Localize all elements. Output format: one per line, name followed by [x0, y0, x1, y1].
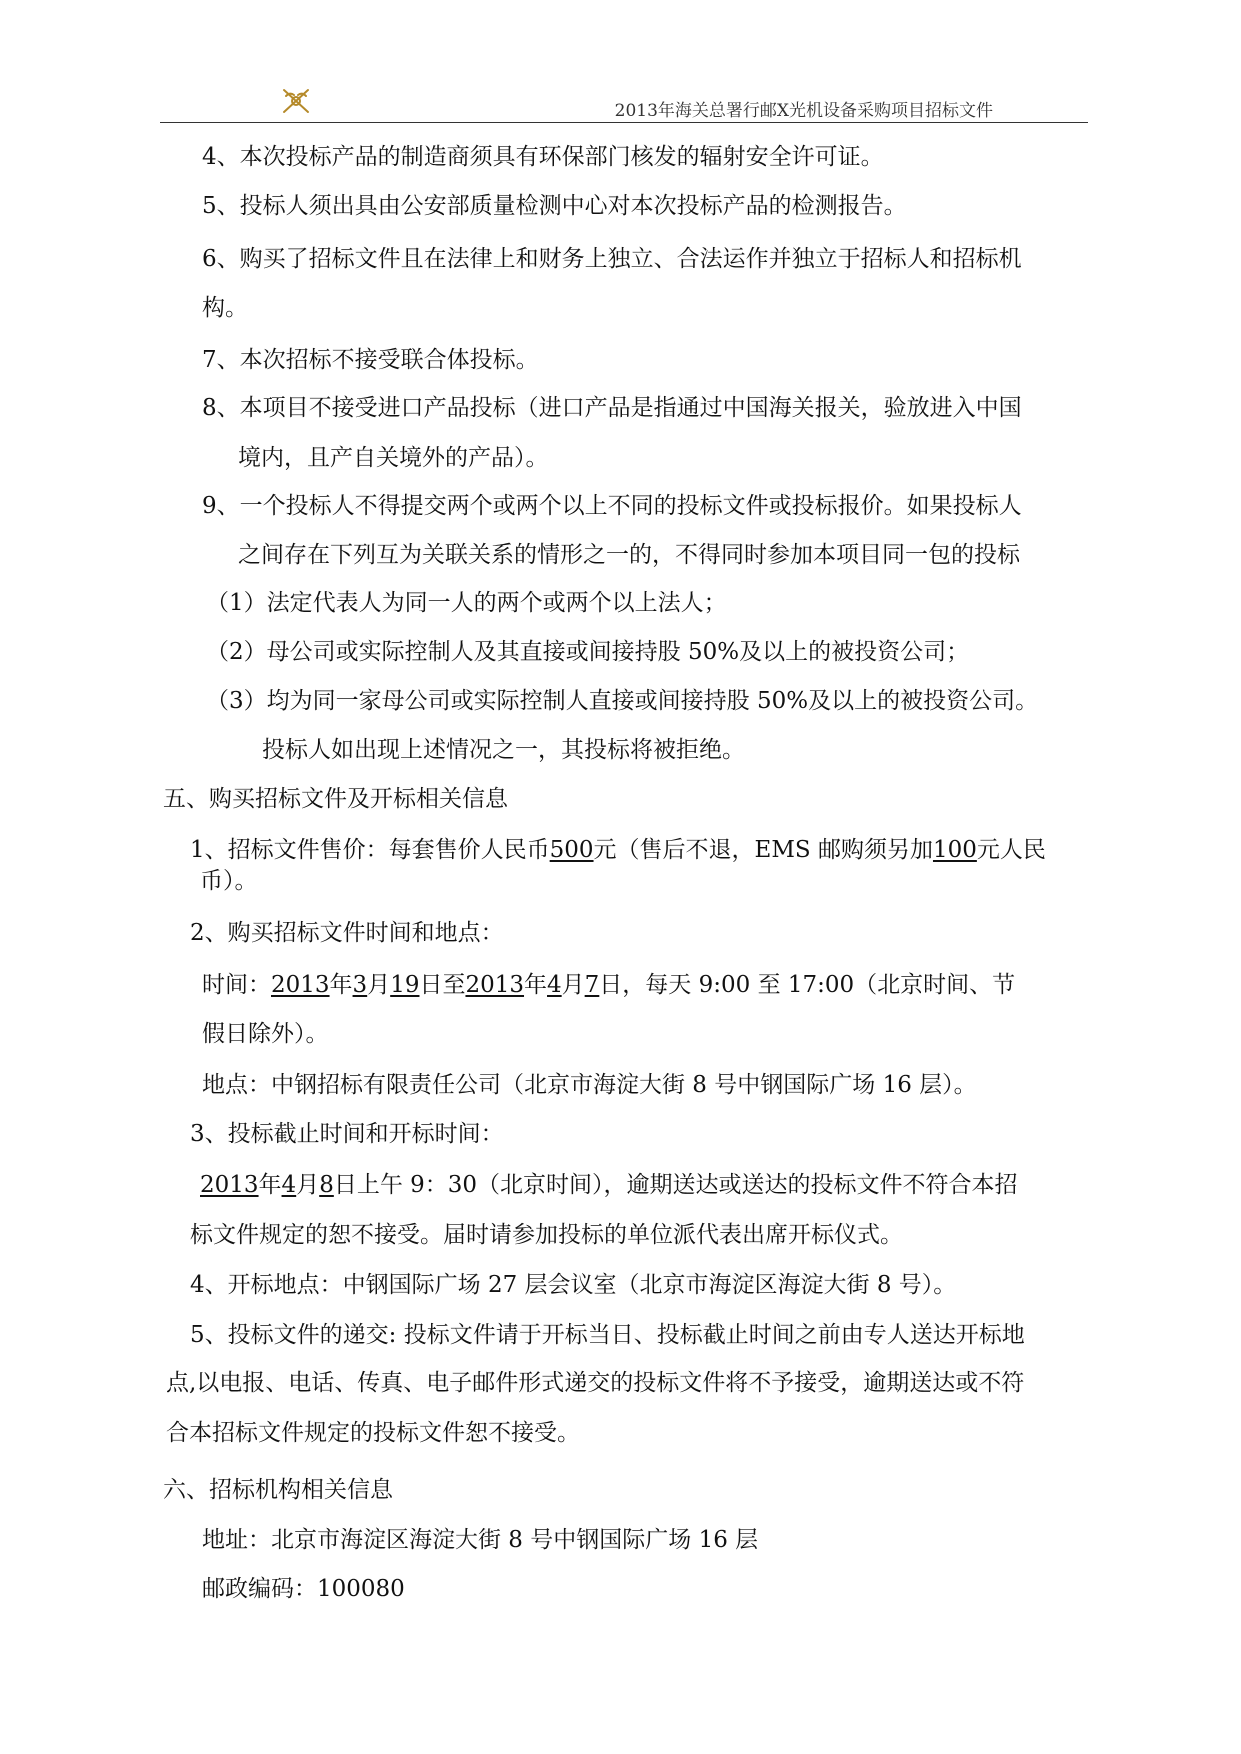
extra-fee-value: 100: [932, 837, 977, 863]
sub-item-2: （2）母公司或实际控制人及其直接或间接持股 50%及以上的被投资公司；: [206, 639, 970, 665]
submission-line3: 合本招标文件规定的投标文件恕不接受。: [166, 1420, 580, 1446]
item-6-line1: 6、购买了招标文件且在法律上和财务上独立、合法运作并独立于招标人和招标机: [202, 246, 1022, 272]
agency-address: 地址：北京市海淀区海淀大街 8 号中钢国际广场 16 层: [202, 1527, 759, 1553]
sub-item-1: （1）法定代表人为同一人的两个或两个以上法人；: [206, 590, 727, 616]
purchase-time-cont: 假日除外）。: [202, 1021, 329, 1047]
item-8-line1: 8、本项目不接受进口产品投标（进口产品是指通过中国海关报关，验放进入中国: [202, 395, 1022, 421]
purchase-place: 地点：中钢招标有限责任公司（北京市海淀大街 8 号中钢国际广场 16 层）。: [202, 1072, 977, 1098]
deadline-label: 3、投标截止时间和开标时间：: [190, 1121, 504, 1147]
submission-line1: 5、投标文件的递交: 投标文件请于开标当日、投标截止时间之前由专人送达开标地: [190, 1322, 1025, 1348]
customs-emblem-icon: [280, 86, 312, 116]
deadline-time: 2013年4月8日上午 9：30（北京时间），逾期送达或送达的投标文件不符合本招: [200, 1172, 1018, 1198]
item-7: 7、本次招标不接受联合体投标。: [202, 347, 539, 373]
agency-postcode: 邮政编码：100080: [202, 1576, 405, 1602]
purchase-label: 2、购买招标文件时间和地点：: [190, 920, 504, 946]
price-line-cont: 币）。: [200, 868, 258, 894]
opening-place: 4、开标地点：中钢国际广场 27 层会议室（北京市海淀区海淀大街 8 号）。: [190, 1272, 957, 1298]
sub-item-3: （3）均为同一家母公司或实际控制人直接或间接持股 50%及以上的被投资公司。: [206, 688, 1039, 714]
item-6-line2: 构。: [202, 295, 248, 321]
item-4: 4、本次投标产品的制造商须具有环保部门核发的辐射安全许可证。: [202, 144, 884, 170]
item-9-line1: 9、一个投标人不得提交两个或两个以上不同的投标文件或投标报价。如果投标人: [202, 493, 1022, 519]
page-header: [160, 82, 1088, 123]
item-5: 5、投标人须出具由公安部质量检测中心对本次投标产品的检测报告。: [202, 193, 907, 219]
purchase-time: 时间：2013年3月19日至2013年4月7日，每天 9:00 至 17:00（北京时间、节: [202, 972, 1016, 998]
deadline-time-cont: 标文件规定的恕不接受。届时请参加投标的单位派代表出席开标仪式。: [190, 1222, 903, 1248]
rejection-note: 投标人如出现上述情况之一，其投标将被拒绝。: [262, 737, 745, 763]
section-6-heading: 六、招标机构相关信息: [163, 1477, 393, 1503]
item-8-line2: 境内，且产自关境外的产品）。: [238, 445, 549, 471]
item-9-line2: 之间存在下列互为关联关系的情形之一的，不得同时参加本项目同一包的投标: [238, 542, 1020, 568]
price-line: 1、招标文件售价：每套售价人民币500元（售后不退，EMS 邮购须另加100元人民: [190, 837, 1046, 863]
price-value: 500: [549, 837, 594, 863]
submission-line2: 点,以电报、电话、传真、电子邮件形式递交的投标文件将不予接受，逾期送达或不符: [166, 1370, 1025, 1396]
document-title: 2013年海关总署行邮X光机设备采购项目招标文件: [614, 101, 993, 121]
section-5-heading: 五、购买招标文件及开标相关信息: [163, 786, 508, 812]
